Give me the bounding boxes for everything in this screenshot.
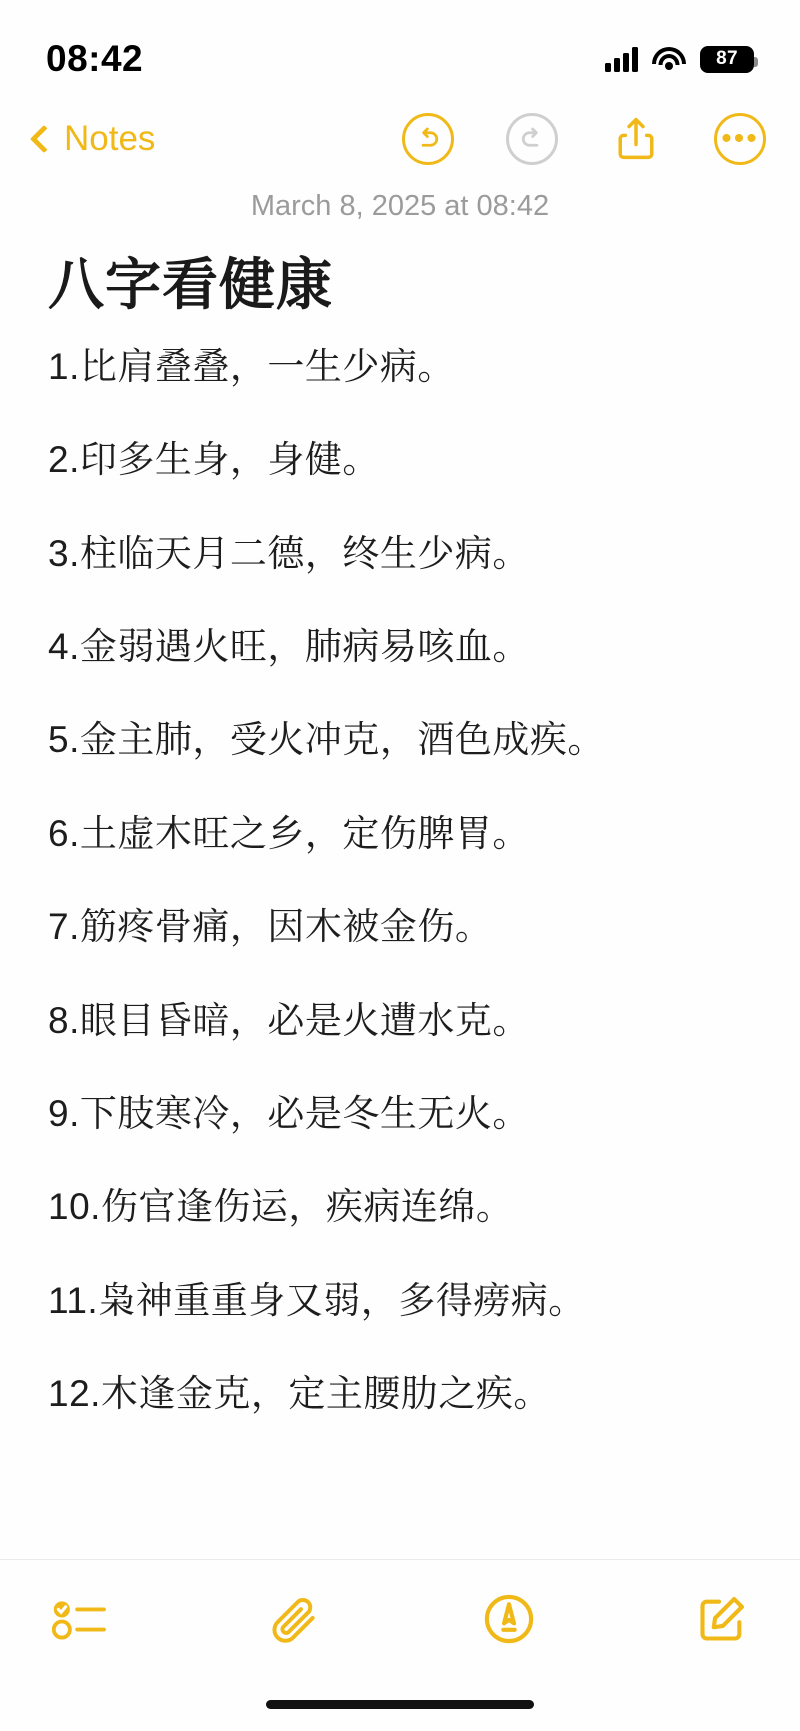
note-line: 7.筋疼骨痛，因木被金伤。	[48, 906, 493, 948]
checklist-icon[interactable]	[52, 1596, 110, 1642]
note-line: 12.木逢金克，定主腰肋之疾。	[48, 1372, 551, 1414]
note-line: 8.眼目昏暗，必是火遭水克。	[48, 999, 530, 1041]
back-button-label: Notes	[64, 119, 156, 158]
note-line: 1.比肩叠叠，一生少病。	[48, 346, 455, 387]
share-icon[interactable]	[610, 111, 662, 167]
nav-actions	[402, 111, 766, 167]
note-timestamp: March 8, 2025 at 08:42	[250, 190, 550, 222]
navigation-bar	[0, 96, 800, 182]
battery-level-label: 87	[716, 48, 738, 69]
home-indicator[interactable]	[266, 1700, 534, 1709]
bottom-toolbar	[0, 1559, 800, 1677]
note-line: 6.土虚木旺之乡，定伤脾胃。	[48, 812, 530, 854]
paperclip-icon[interactable]	[271, 1594, 321, 1644]
status-indicators	[605, 46, 754, 73]
note-line: 4.金弱遇火旺，肺病易咳血。	[48, 626, 530, 668]
note-content[interactable]	[0, 182, 800, 1559]
battery-icon	[700, 46, 754, 73]
redo-icon	[506, 113, 558, 165]
note-line: 11.枭神重重身又弱，多得痨病。	[48, 1279, 586, 1321]
home-indicator-area	[0, 1677, 800, 1731]
note-line: 10.伤官逢伤运，疾病连绵。	[48, 1186, 514, 1228]
status-time: 08:42	[46, 38, 144, 79]
note-title: 八字看健康	[48, 253, 333, 316]
status-bar	[0, 0, 800, 96]
note-line: 2.印多生身，身健。	[48, 439, 380, 481]
chevron-left-icon	[30, 125, 58, 153]
note-line: 9.下肢寒冷，必是冬生无火。	[48, 1092, 530, 1134]
note-line: 5.金主肺，受火冲克，酒色成疾。	[48, 719, 605, 761]
more-dots: •••	[721, 122, 759, 155]
note-line: 3.柱临天月二德，终生少病。	[48, 532, 530, 574]
compose-new-note-icon[interactable]	[696, 1593, 748, 1645]
cellular-signal-icon	[605, 46, 638, 72]
wifi-icon	[652, 46, 686, 72]
back-to-notes-button[interactable]	[34, 119, 155, 159]
more-options-icon[interactable]	[714, 113, 766, 165]
undo-icon[interactable]	[402, 113, 454, 165]
markup-pen-icon[interactable]	[483, 1593, 535, 1645]
